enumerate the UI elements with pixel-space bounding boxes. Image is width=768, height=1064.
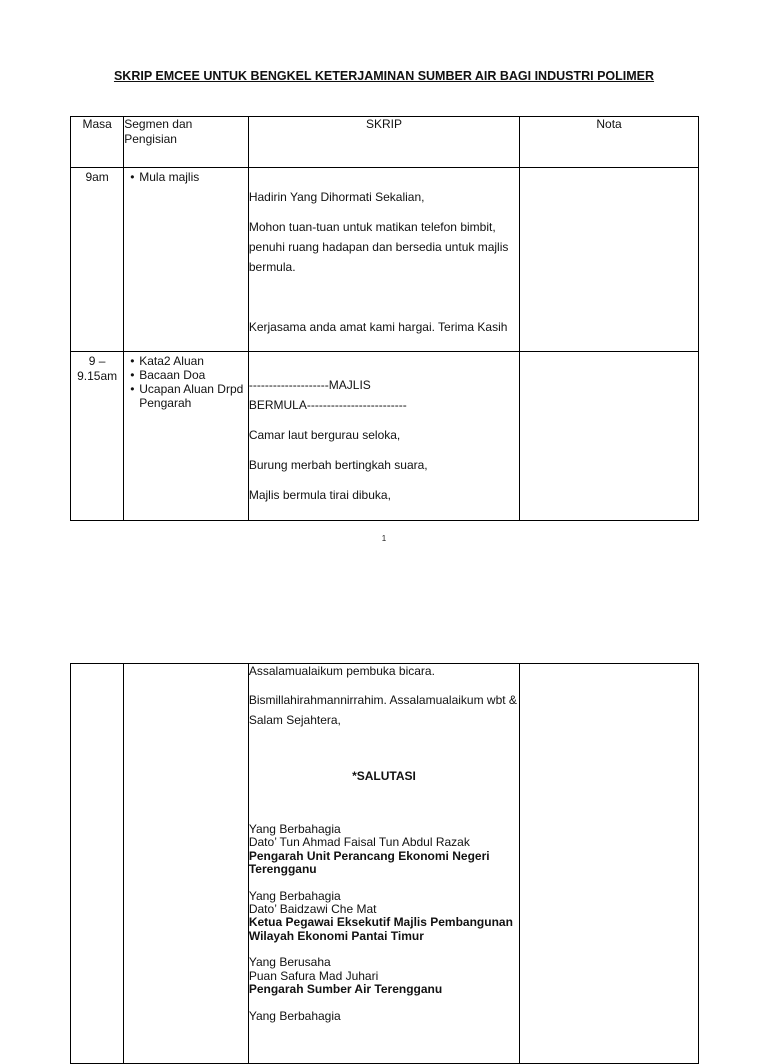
guest-name: Dato’ Tun Ahmad Faisal Tun Abdul Razak <box>248 835 470 850</box>
segment-cell <box>124 352 249 521</box>
guest-title: Pengarah Unit Perancang Ekonomi Negeri <box>248 848 490 863</box>
table-row <box>71 168 699 352</box>
guest-title: Wilayah Ekonomi Pantai Timur <box>248 928 424 943</box>
script-table <box>70 116 699 521</box>
guest-honorific: Yang Berbahagia <box>248 888 341 903</box>
guest-title: Ketua Pegawai Eksekutif Majlis Pembangunan <box>248 915 513 930</box>
script-line: Bismillahirahmannirrahim. Assalamualaikum wbt & <box>248 693 517 707</box>
segment-item: • Kata2 Aluan <box>130 354 248 368</box>
script-cell <box>248 664 519 1064</box>
salutasi-heading: *SALUTASI <box>352 769 416 783</box>
segment-cell <box>124 168 249 352</box>
guest-honorific: Yang Berusaha <box>248 955 331 970</box>
guest-block <box>249 956 519 996</box>
guest-name: Puan Safura Mad Juhari <box>248 968 379 983</box>
script-line: Mohon tuan-tuan untuk matikan telefon bimbit, <box>248 220 496 234</box>
segment-item: • Ucapan Aluan Drpd Pengarah <box>130 382 248 410</box>
script-line: Salam Sejahtera, <box>248 713 341 727</box>
segment-cell <box>124 664 249 1064</box>
guest-block <box>249 890 519 944</box>
time-value: 9am <box>85 170 109 184</box>
table-row <box>71 352 699 521</box>
time-value: 9 – 9.15am <box>77 354 118 383</box>
header-nota: Nota <box>520 117 699 168</box>
script-cell <box>248 352 519 521</box>
time-cell <box>71 168 124 352</box>
nota-cell <box>520 352 699 521</box>
nota-cell <box>520 664 699 1064</box>
script-cell <box>248 168 519 352</box>
guest-title: Pengarah Sumber Air Terengganu <box>248 982 443 997</box>
header-skrip: SKRIP <box>248 117 519 168</box>
script-line: --------------------MAJLIS <box>248 378 371 392</box>
script-line: Camar laut bergurau seloka, <box>248 428 401 442</box>
segment-item: • Mula majlis <box>130 170 248 184</box>
script-line: penuhi ruang hadapan dan bersedia untuk majlis <box>248 240 509 254</box>
header-masa: Masa <box>71 117 124 168</box>
script-line: Assalamualaikum pembuka bicara. <box>248 664 435 678</box>
script-line: Majlis bermula tirai dibuka, <box>248 488 391 502</box>
time-cell <box>71 664 124 1064</box>
document-title: SKRIP EMCEE UNTUK BENGKEL KETERJAMINAN SUMBER AIR BAGI INDUSTRI POLIMER <box>113 69 655 83</box>
script-line: Burung merbah bertingkah suara, <box>248 458 428 472</box>
script-line: bermula. <box>248 260 296 274</box>
script-line: Hadirin Yang Dihormati Sekalian, <box>248 190 425 204</box>
script-line: BERMULA------------------------- <box>248 398 407 412</box>
header-segmen: Segmen dan Pengisian <box>124 117 249 168</box>
nota-cell <box>520 168 699 352</box>
page-number: 1 <box>381 534 387 543</box>
guest-honorific: Yang Berbahagia <box>248 822 341 836</box>
guest-block <box>249 823 519 877</box>
guest-title: Terengganu <box>248 862 317 877</box>
guest-honorific-partial: Yang Berbahagia <box>248 1009 341 1024</box>
time-cell <box>71 352 124 521</box>
script-table-continued <box>70 663 699 1064</box>
script-line: Kerjasama anda amat kami hargai. Terima Kasih <box>248 320 508 334</box>
table-row <box>71 664 699 1064</box>
guest-name: Dato’ Baidzawi Che Mat <box>248 902 377 917</box>
header-row <box>71 117 699 168</box>
segment-item: • Bacaan Doa <box>130 368 248 382</box>
